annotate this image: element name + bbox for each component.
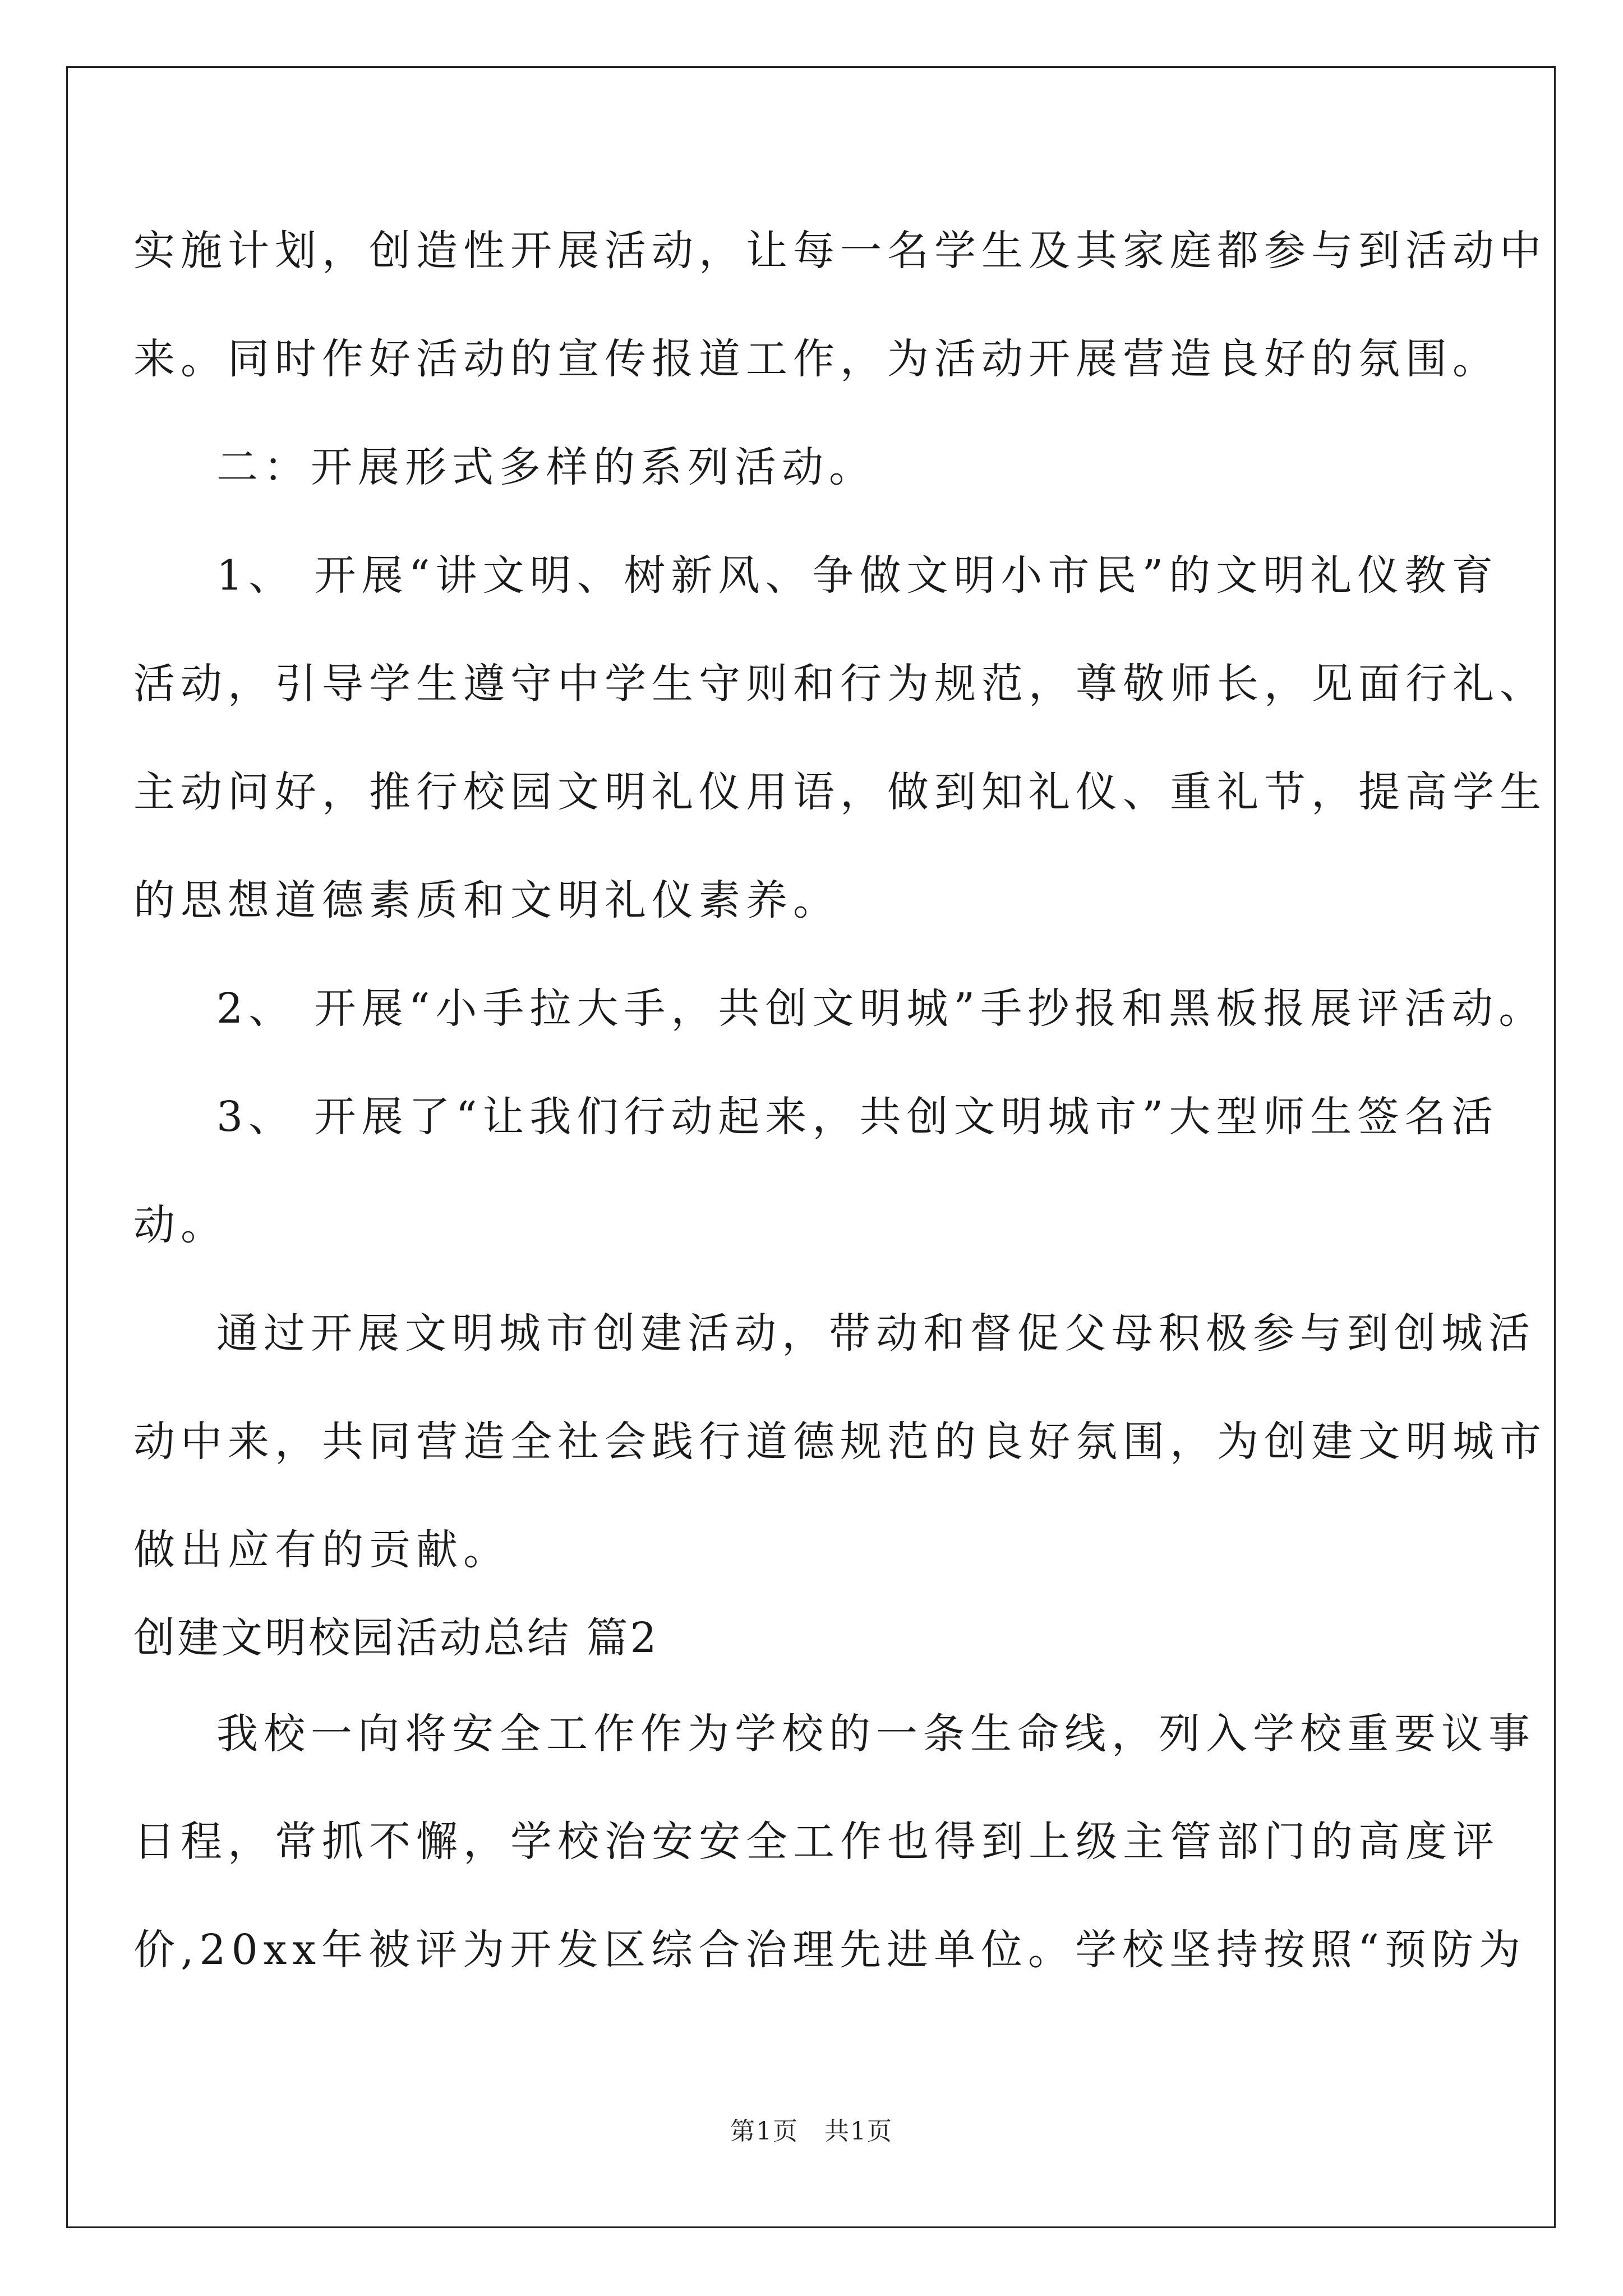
paragraph-line: 日程，常抓不懈，学校治安安全工作也得到上级主管部门的高度评 xyxy=(133,1818,1500,1866)
paragraph-line: 动中来，共同营造全社会践行道德规范的良好氛围，为创建文明城市 xyxy=(133,1418,1547,1466)
article-title: 创建文明校园活动总结 篇2 xyxy=(133,1614,659,1662)
paragraph-line: 的思想道德素质和文明礼仪素养。 xyxy=(133,876,840,924)
paragraph-line: 动。 xyxy=(133,1201,228,1249)
paragraph-line: 通过开展文明城市创建活动，带动和督促父母积极参与到创城活 xyxy=(216,1309,1536,1358)
paragraph-line: 做出应有的贡献。 xyxy=(133,1526,510,1574)
list-item-3: 3、 开展了“让我们行动起来，共创文明城市”大型师生签名活 xyxy=(216,1093,1499,1141)
paragraph-line: 主动问好，推行校园文明礼仪用语，做到知礼仪、重礼节，提高学生 xyxy=(133,768,1547,816)
list-item-1: 1、 开展“讲文明、树新风、争做文明小市民”的文明礼仪教育 xyxy=(216,551,1499,600)
page-number: 第1页 共1页 xyxy=(730,2117,893,2146)
list-item-2: 2、 开展“小手拉大手，共创文明城”手抄报和黑板报展评活动。 xyxy=(216,984,1546,1033)
paragraph-line: 我校一向将安全工作作为学校的一条生命线，列入学校重要议事 xyxy=(216,1710,1536,1758)
paragraph-line: 活动，引导学生遵守中学生守则和行为规范，尊敬师长，见面行礼、 xyxy=(133,660,1547,708)
section-heading: 二：开展形式多样的系列活动。 xyxy=(216,443,876,491)
paragraph-line: 实施计划，创造性开展活动，让每一名学生及其家庭都参与到活动中 xyxy=(133,227,1547,275)
paragraph-line: 价,20xx年被评为开发区综合治理先进单位。学校坚持按照“预防为 xyxy=(133,1926,1526,1974)
paragraph-line: 来。同时作好活动的宣传报道工作，为活动开展营造良好的氛围。 xyxy=(133,335,1500,383)
